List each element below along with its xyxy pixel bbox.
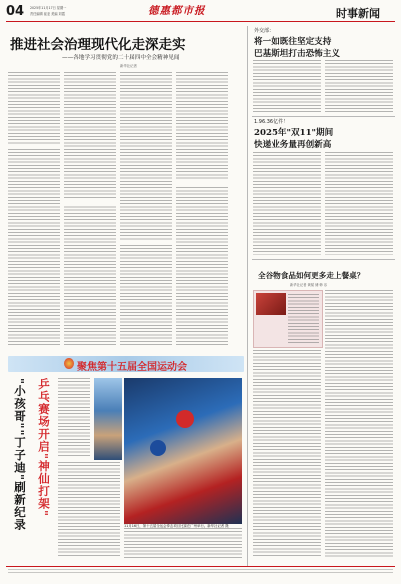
main-subhead-4 — [176, 180, 228, 185]
sidebar-mid-title-2: 快递业务量再创新高 — [254, 140, 332, 150]
sidebar-rule-1 — [252, 116, 395, 117]
sidebar-top-title-2: 巴基斯坦打击恐怖主义 — [254, 49, 340, 59]
editor-line: 责任编辑 崔亚 美编 刘霞 — [30, 12, 65, 16]
masthead-logo: 德惠都市报 — [148, 5, 206, 17]
sidebar-bottom-body-a — [253, 350, 321, 558]
main-subheadline: ——各地学习贯彻党的二十届四中全会精神见闻 — [62, 55, 180, 61]
date-line: 2025年11月17日 星期一 — [30, 6, 67, 10]
footer-rule — [6, 566, 395, 567]
main-byline: 新华社记者 — [120, 64, 137, 68]
sidebar-inset-text — [288, 294, 319, 344]
page-number: 04 — [6, 4, 25, 19]
sidebar-bottom-byline: 新华社记者 黄韬 储 韩 乐 — [290, 283, 328, 287]
main-subhead-2 — [64, 200, 116, 205]
photo-caption: 11月16日，第十五届全运会拳击项目比赛在广州举行。新华社记者 摄 — [124, 524, 229, 528]
sports-photo-glove-blue — [150, 440, 166, 456]
header-rule — [6, 21, 395, 22]
sidebar-top-body-b — [325, 60, 393, 112]
sidebar-top-title-1: 将一如既往坚定支持 — [254, 37, 332, 47]
sidebar-rule-2 — [252, 259, 395, 260]
main-body-col2 — [64, 72, 116, 347]
sidebar-mid-title-1: 2025年"双11"期间 — [254, 128, 334, 138]
sports-headline-1: 乒乓赛场开启"神仙打架" — [37, 378, 51, 517]
footer-text — [8, 569, 393, 575]
sports-photo-boxers-large — [124, 378, 242, 524]
sidebar-bottom-title: 全谷物食品如何更多走上餐桌？ — [258, 271, 365, 280]
main-headline: 推进社会治理现代化走深走实 — [10, 37, 186, 53]
sports-photo-boxer-small — [94, 378, 122, 460]
main-body-col1 — [8, 72, 60, 347]
games-banner-title: 聚焦第十五届全国运动会 — [77, 362, 187, 373]
main-body-col3 — [120, 72, 172, 347]
sports-body-col3 — [124, 528, 242, 558]
sports-body-col1 — [58, 378, 90, 458]
sidebar-mid-kicker: 1.96.36亿件！ — [254, 119, 289, 125]
sidebar-bottom-body-b — [325, 290, 393, 558]
sidebar-top-body-a — [253, 60, 321, 112]
sidebar-mid-body-a — [253, 152, 321, 255]
main-subhead-1 — [8, 144, 60, 149]
main-body-col4 — [176, 72, 228, 347]
sidebar-top-kicker: 外交部： — [254, 28, 275, 34]
sports-photo-glove-red — [176, 410, 194, 428]
column-divider — [247, 26, 248, 566]
main-subhead-3 — [120, 240, 172, 245]
games-banner-emblem — [64, 358, 74, 369]
sidebar-inset-photo — [256, 293, 286, 315]
sidebar-mid-body-b — [325, 152, 393, 255]
sports-body-col2 — [58, 462, 120, 558]
section-label: 时事新闻 — [336, 7, 380, 20]
sports-headline-2: "小孩哥""丁子迪"刷新纪录 — [13, 378, 27, 531]
